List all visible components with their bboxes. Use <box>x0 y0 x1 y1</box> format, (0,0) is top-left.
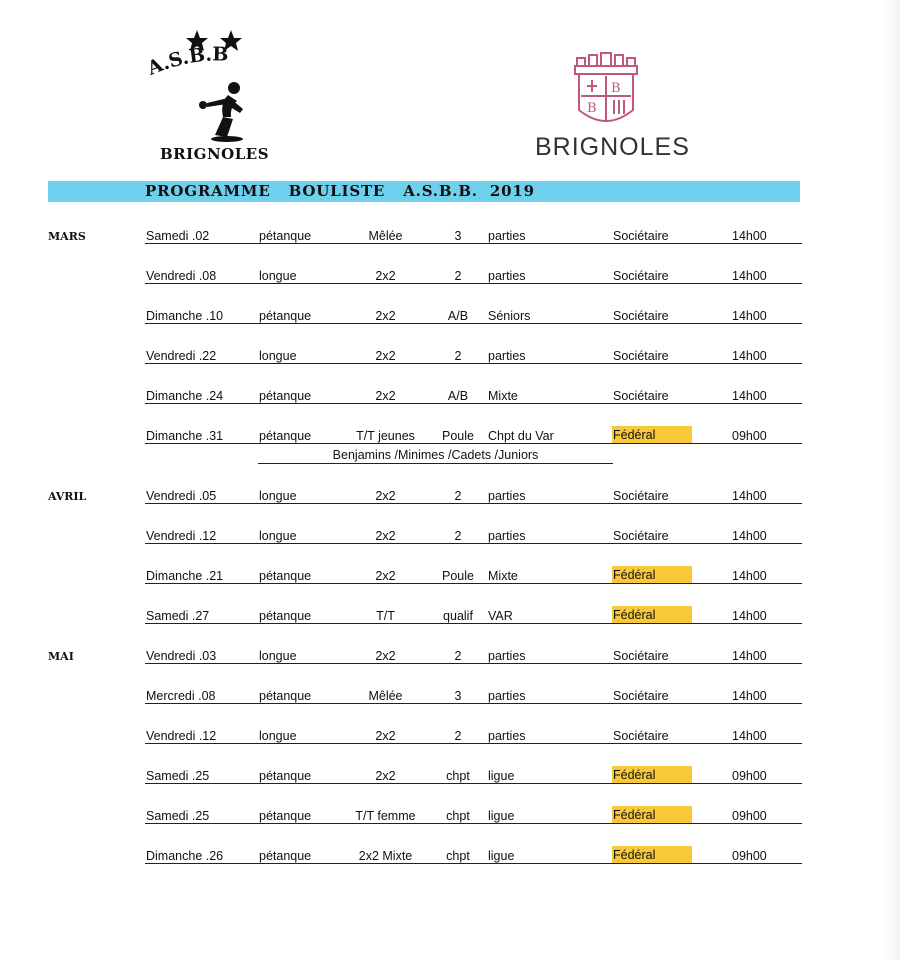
row-category: Sociétaire <box>613 489 669 503</box>
title-word-2: BOULISTE <box>288 182 386 200</box>
petanque-player-icon <box>135 25 295 150</box>
row-day: Samedi .25 <box>146 809 210 823</box>
schedule-row <box>0 529 900 549</box>
row-time: 14h00 <box>732 269 767 283</box>
row-day: Vendredi .12 <box>146 729 217 743</box>
row-format: T/T <box>376 609 395 623</box>
row-number: 2 <box>454 349 462 363</box>
row-day: Samedi .02 <box>146 229 210 243</box>
row-number: chpt <box>446 769 470 783</box>
row-day: Dimanche .21 <box>146 569 224 583</box>
row-game: pétanque <box>259 309 312 323</box>
row-format: 2x2 <box>375 729 396 743</box>
row-day: Samedi .25 <box>146 769 210 783</box>
row-rule <box>145 403 802 404</box>
row-category: Sociétaire <box>613 689 669 703</box>
row-category: Sociétaire <box>613 309 669 323</box>
row-day: Vendredi .08 <box>146 269 217 283</box>
row-day: Dimanche .10 <box>146 309 224 323</box>
row-type: Mixte <box>488 389 518 403</box>
row-number: 2 <box>454 529 462 543</box>
title-word-1: PROGRAMME <box>145 182 271 200</box>
row-category-federal: Fédéral <box>612 606 692 624</box>
row-type: Séniors <box>488 309 531 323</box>
row-number: 2 <box>454 729 462 743</box>
row-game: longue <box>259 489 297 503</box>
row-time: 14h00 <box>732 309 767 323</box>
schedule-row <box>0 389 900 409</box>
row-format: Mêlée <box>368 229 403 243</box>
row-category: Sociétaire <box>613 269 669 283</box>
schedule-row <box>0 489 900 509</box>
row-day: Samedi .27 <box>146 609 210 623</box>
row-rule <box>145 623 802 624</box>
row-rule <box>145 443 802 444</box>
row-number: 2 <box>454 649 462 663</box>
row-category: Sociétaire <box>613 349 669 363</box>
row-rule <box>145 823 802 824</box>
row-rule <box>145 323 802 324</box>
row-day: Vendredi .05 <box>146 489 217 503</box>
schedule-row <box>0 229 900 249</box>
row-format: 2x2 <box>375 309 396 323</box>
schedule-row <box>0 809 900 829</box>
row-time: 14h00 <box>732 649 767 663</box>
note-rule <box>258 463 613 464</box>
row-number: chpt <box>446 849 470 863</box>
schedule-row <box>0 689 900 709</box>
row-game: pétanque <box>259 229 312 243</box>
schedule-row <box>0 609 900 629</box>
row-rule <box>145 543 802 544</box>
row-time: 14h00 <box>732 389 767 403</box>
row-rule <box>145 663 802 664</box>
row-day: Dimanche .24 <box>146 389 224 403</box>
row-type: ligue <box>488 809 515 823</box>
row-game: pétanque <box>259 689 312 703</box>
row-time: 14h00 <box>732 229 767 243</box>
svg-text:A.S.B.B: A.S.B.B <box>144 43 229 80</box>
row-category: Sociétaire <box>613 389 669 403</box>
scan-edge <box>880 0 900 960</box>
row-number: 2 <box>454 489 462 503</box>
row-game: longue <box>259 729 297 743</box>
row-category-federal: Fédéral <box>612 766 692 784</box>
club-town: BRIGNOLES <box>160 145 270 163</box>
row-number: 2 <box>454 269 462 283</box>
row-category: Sociétaire <box>613 229 669 243</box>
schedule-row <box>0 269 900 289</box>
row-number: A/B <box>447 389 469 403</box>
row-number: A/B <box>447 309 469 323</box>
row-category-federal: Fédéral <box>612 846 692 864</box>
row-type: parties <box>488 529 526 543</box>
row-time: 14h00 <box>732 689 767 703</box>
row-time: 14h00 <box>732 609 767 623</box>
row-game: pétanque <box>259 849 312 863</box>
row-category: Sociétaire <box>613 649 669 663</box>
row-game: pétanque <box>259 609 312 623</box>
page-title <box>145 181 535 202</box>
row-type: parties <box>488 229 526 243</box>
row-game: longue <box>259 529 297 543</box>
title-word-3: A.S.B.B. <box>403 182 478 200</box>
row-number: chpt <box>446 809 470 823</box>
row-format: 2x2 <box>375 649 396 663</box>
row-day: Vendredi .22 <box>146 349 217 363</box>
row-game: longue <box>259 649 297 663</box>
row-number: Poule <box>442 429 474 443</box>
row-category-federal: Fédéral <box>612 566 692 584</box>
row-rule <box>145 503 802 504</box>
row-type: Chpt du Var <box>488 429 554 443</box>
row-format: 2x2 <box>375 529 396 543</box>
row-type: parties <box>488 489 526 503</box>
city-crest-icon <box>525 50 695 135</box>
svg-text:B: B <box>587 101 597 116</box>
schedule-row <box>0 729 900 749</box>
month-label-avril: AVRIL <box>48 490 87 503</box>
row-rule <box>145 783 802 784</box>
row-time: 14h00 <box>732 529 767 543</box>
row-format: 2x2 <box>375 569 396 583</box>
row-type: VAR <box>488 609 513 623</box>
row-rule <box>145 283 802 284</box>
schedule-row <box>0 769 900 789</box>
club-logo <box>135 25 295 165</box>
row-category-federal: Fédéral <box>612 806 692 824</box>
row-day: Vendredi .12 <box>146 529 217 543</box>
row-number: 3 <box>454 229 462 243</box>
title-word-4: 2019 <box>489 182 535 200</box>
row-type: parties <box>488 349 526 363</box>
row-category: Sociétaire <box>613 729 669 743</box>
row-format: 2x2 <box>375 349 396 363</box>
schedule-row <box>0 309 900 329</box>
row-type: parties <box>488 269 526 283</box>
row-game: longue <box>259 269 297 283</box>
row-game: pétanque <box>259 389 312 403</box>
youth-categories-note: Benjamins /Minimes /Cadets /Juniors <box>332 448 539 462</box>
row-time: 09h00 <box>732 849 767 863</box>
city-name: BRIGNOLES <box>535 133 690 161</box>
row-time: 14h00 <box>732 729 767 743</box>
row-type: ligue <box>488 849 515 863</box>
row-time: 09h00 <box>732 769 767 783</box>
row-time: 14h00 <box>732 569 767 583</box>
row-type: parties <box>488 689 526 703</box>
row-number: 3 <box>454 689 462 703</box>
svg-text:B: B <box>611 81 621 96</box>
row-game: pétanque <box>259 429 312 443</box>
row-game: pétanque <box>259 809 312 823</box>
row-category-federal: Fédéral <box>612 426 692 444</box>
row-game: pétanque <box>259 569 312 583</box>
row-category: Sociétaire <box>613 529 669 543</box>
row-type: parties <box>488 729 526 743</box>
row-rule <box>145 363 802 364</box>
row-format: 2x2 Mixte <box>358 849 413 863</box>
month-label-mai: MAI <box>48 650 74 663</box>
row-format: 2x2 <box>375 489 396 503</box>
row-format: 2x2 <box>375 269 396 283</box>
row-time: 14h00 <box>732 489 767 503</box>
schedule-row <box>0 569 900 589</box>
row-format: Mêlée <box>368 689 403 703</box>
row-time: 14h00 <box>732 349 767 363</box>
row-time: 09h00 <box>732 809 767 823</box>
row-format: T/T jeunes <box>356 429 415 443</box>
row-time: 09h00 <box>732 429 767 443</box>
row-format: 2x2 <box>375 769 396 783</box>
row-rule <box>145 703 802 704</box>
month-label-mars: MARS <box>48 230 86 243</box>
row-number: Poule <box>442 569 474 583</box>
row-day: Vendredi .03 <box>146 649 217 663</box>
row-day: Dimanche .26 <box>146 849 224 863</box>
row-day: Mercredi .08 <box>146 689 216 703</box>
row-game: pétanque <box>259 769 312 783</box>
row-rule <box>145 583 802 584</box>
row-type: ligue <box>488 769 515 783</box>
schedule-row <box>0 429 900 449</box>
row-type: Mixte <box>488 569 518 583</box>
row-rule <box>145 863 802 864</box>
schedule-row <box>0 349 900 369</box>
row-game: longue <box>259 349 297 363</box>
row-number: qualif <box>443 609 473 623</box>
schedule-row <box>0 849 900 869</box>
row-type: parties <box>488 649 526 663</box>
row-rule <box>145 243 802 244</box>
row-day: Dimanche .31 <box>146 429 224 443</box>
row-format: 2x2 <box>375 389 396 403</box>
row-rule <box>145 743 802 744</box>
row-format: T/T femme <box>355 809 416 823</box>
schedule-row <box>0 649 900 669</box>
